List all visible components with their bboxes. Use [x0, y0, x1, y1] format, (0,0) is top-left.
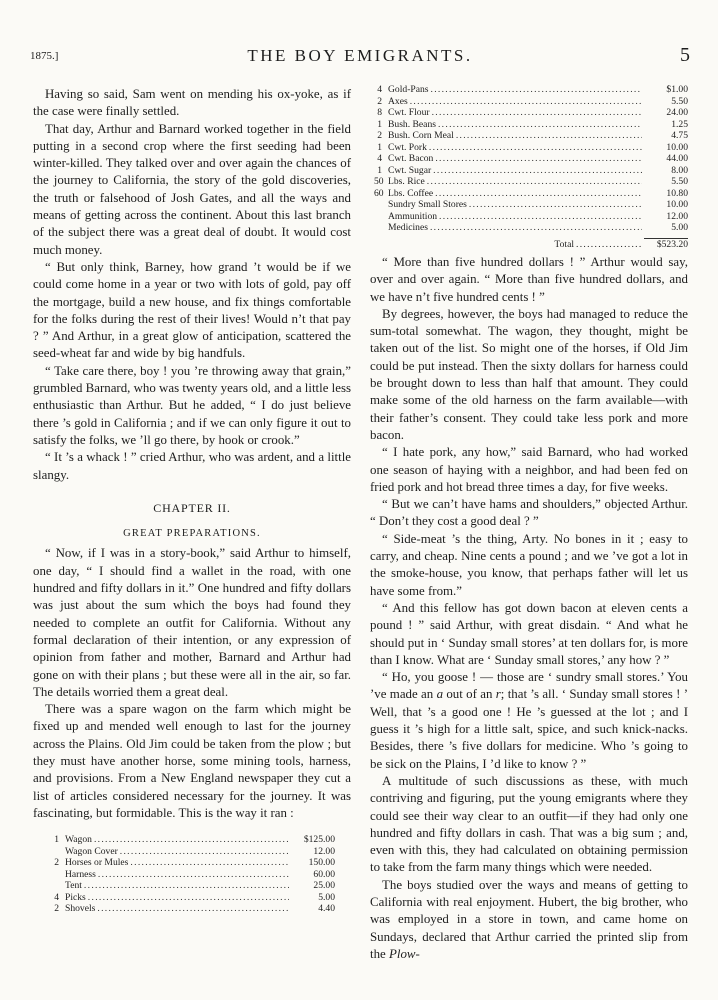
list-item: Sundry Small Stores ..... 10.00 [374, 199, 688, 211]
total-value: $523.20 [644, 238, 688, 251]
list-item: 1 Cwt. Pork ..... 10.00 [374, 142, 688, 154]
outfit-list-part-1 [51, 834, 335, 915]
list-item: Ammunition ..... 12.00 [374, 211, 688, 223]
italic-word: Plow- [388, 946, 420, 961]
list-item: Harness ..... 60.00 [51, 869, 335, 881]
list-total [374, 238, 688, 251]
list-item: Medicines ..... 5.00 [374, 222, 688, 234]
paragraph: There was a spare wagon on the farm which might be fixed up and mended well enough to last for the journey across the Plains. Old Jim could be taken from the plow ; but they must have another horse, some mining tools, harness, and provisions. From a New England newspaper they cut a list of articles considered necessary for the journey. It was fascinating, but formidable. This is the way it ran : [33, 702, 351, 820]
paragraph: “ I hate pork, any how,” said Barnard, who had worked one season of haying with a neighbor, and had been fed on fried pork and hot bread three times a day, for five weeks. [370, 445, 688, 494]
header-date: 1875.] [30, 50, 59, 62]
list-item: 4 Gold-Pans ..... $1.00 [374, 84, 688, 96]
paragraph: “ Side-meat ’s the thing, Arty. No bones in it ; easy to carry, and cheap. Nine cents a pound ; and we ’ve got a lot in the smoke-house, you know, that perhaps father will let us have some from.” [370, 531, 688, 598]
running-header [30, 44, 690, 70]
paragraph: “ Ho, you goose ! — those are ‘ sundry small stores.’ You ’ve made an a out of an r; that ’s all. ‘ Sunday small stores ! ’ Well, that ’s a good one ! He ’s guessed at the lot ; and I guess it ’s high for a little salt, spice, and such knick-nacks. Besides, there ’s five dollars for medicine. Who ’s going to be sick on the Plains, I ’d like to know ? ” [370, 670, 688, 771]
list-item: 8 Cwt. Flour ..... 24.00 [374, 107, 688, 119]
list-item: 2 Bush. Corn Meal ..... 4.75 [374, 130, 688, 142]
list-item: Wagon Cover ..... 12.00 [51, 846, 335, 858]
italic-letter: a [436, 687, 444, 702]
total-label: Total [554, 238, 574, 250]
list-item: 2 Axes ..... 5.50 [374, 96, 688, 108]
paragraph: A multitude of such discussions as these, with much contriving and figuring, put the young emigrants where they could see their way clear to an outfit—if they had only one hundred and fifty dollars in cash. That was a big sum ; and, even with this, they had calculated on obtaining permission to take from the farm many things which were needed. [370, 773, 688, 875]
header-title: THE BOY EMIGRANTS. [247, 46, 473, 65]
outfit-list-part-2 [370, 84, 688, 250]
list-item: 50 Lbs. Rice ..... 5.50 [374, 176, 688, 188]
italic-letter: r [495, 687, 501, 702]
right-column [370, 86, 688, 963]
paragraph: The boys studied over the ways and means of getting to California with real enjoyment. Hubert, the big brother, who was employed in a store in town, and came home on Sundays, declared that Arthur carried the printed slip from the Plow- [370, 877, 688, 961]
list-item: Tent ..... 25.00 [51, 880, 335, 892]
list-item: 1 Cwt. Sugar ..... 8.00 [374, 165, 688, 177]
list-item: 4 Picks ..... 5.00 [51, 892, 335, 904]
left-column [33, 86, 351, 915]
chapter-subtitle: GREAT PREPARATIONS. [123, 528, 261, 540]
paragraph: “ It ’s a whack ! ” cried Arthur, who was ardent, and a little slangy. [33, 450, 351, 482]
list-item: 1 Bush. Beans ..... 1.25 [374, 119, 688, 131]
list-item: 60 Lbs. Coffee ..... 10.80 [374, 188, 688, 200]
paragraph: By degrees, however, the boys had managed to reduce the sum-total somewhat. The wagon, they thought, might be taken out of the list. So might one of the horses, if Old Jim could be put instead. Then the sixty dollars for harness could be brought down to less than half that amount. They could make some of the old harness on the farm available—with their father’s consent. They could take less pork and more bacon. [370, 306, 688, 442]
page-number: 5 [680, 44, 690, 66]
paragraph: “ More than five hundred dollars ! ” Arthur would say, over and over again. “ More than five hundred dollars, and we have n’t five hundred cents ! ” [370, 255, 688, 304]
paragraph: “ And this fellow has got down bacon at eleven cents a pound ! ” said Arthur, with great disdain. “ And what he should put in ‘ Sunday small stores’ at ten dollars for, is more than I know. What are ‘ Sunday small stores,’ any how ? ” [370, 600, 688, 667]
paragraph: “ But only think, Barney, how grand ’t would be if we could come home in a year or two with lots of gold, pay off the mortgage, build a new house, and fix things comfortable for the folks during the rest of their lives! Would n’t that pay ? ” And Arthur, in a great glow of anticipation, scattered the seed-wheat far and wide by big handfuls. [33, 259, 351, 361]
list-item: 4 Cwt. Bacon ..... 44.00 [374, 153, 688, 165]
paragraph: Having so said, Sam went on mending his ox-yoke, as if the case were finally settled. [33, 87, 351, 119]
list-item: 2 Shovels ..... 4.40 [51, 903, 335, 915]
chapter-heading: CHAPTER II. [153, 500, 231, 515]
list-item: 2 Horses or Mules ..... 150.00 [51, 857, 335, 869]
paragraph: “ Take care there, boy ! you ’re throwing away that grain,” grumbled Barnard, who was twenty years old, and a little less enthusiastic than Arthur. But he added, “ I do just believe there ’s gold in California ; and if we can only figure it out to satisfy the folks, we ’ll go there, by hook or crook.” [33, 363, 351, 447]
list-item: 1 Wagon ..... $125.00 [51, 834, 335, 846]
paragraph: “ Now, if I was in a story-book,” said Arthur to himself, one day, “ I should find a wallet in the road, with one hundred and fifty dollars in it.” One hundred and fifty dollars was just about the sum which the boys had found they needed to complete an outfit for California. Without any formal declaration of their intention, or any expression of opinion from father and mother, Barnard and Arthur had gone on with their plans ; but these were all in the air, so far. The details worried them a great deal. [33, 546, 351, 699]
paragraph: That day, Arthur and Barnard worked together in the field putting in a second crop where the first seeding had been winter-killed. They talked over and over again the chances of the journey to California, the story of the gold discoveries, the truth or falsehood of Josh Gates, and all the ways and means of getting across the continent. About this last branch of the subject there was a great deal of doubt. It would cost much money. [33, 121, 351, 257]
paragraph: “ But we can’t have hams and shoulders,” objected Arthur. “ Don’t they cost a good deal ? ” [370, 497, 688, 529]
